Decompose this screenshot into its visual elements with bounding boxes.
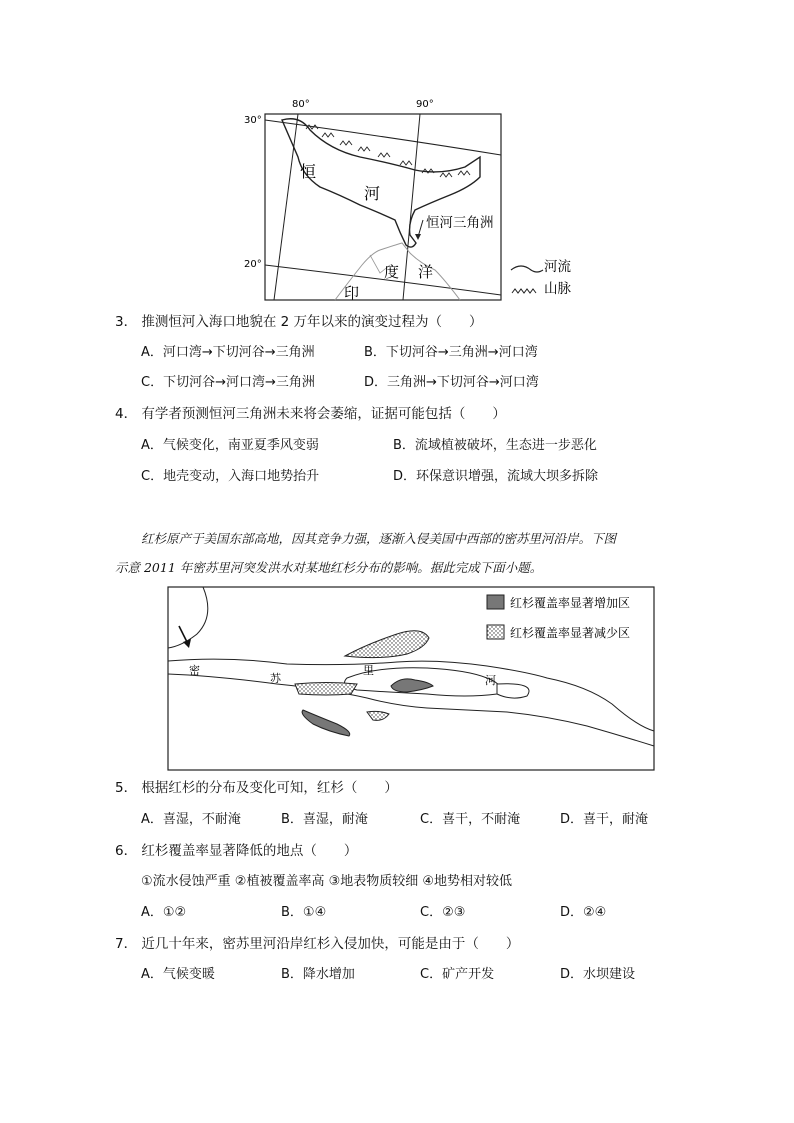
- longitude-80-line: [274, 114, 298, 300]
- island-east: [497, 684, 529, 698]
- heng-label: 恒: [300, 162, 317, 181]
- missouri-map: [167, 586, 655, 772]
- delta-arrowhead: [415, 234, 421, 240]
- river-label-su: 苏: [270, 672, 281, 685]
- mountain-legend-symbol: [512, 289, 536, 293]
- question-4-stem: 4． 有学者预测恒河三角洲未来将会萎缩，证据可能包括（ ）: [115, 406, 506, 422]
- question-7-option-b[interactable]: B．降水增加: [281, 967, 355, 982]
- du-label: 度: [384, 263, 400, 281]
- question-4-option-b[interactable]: B．流域植被破坏，生态进一步恶化: [393, 438, 597, 453]
- passage-line-1: 红杉原产于美国东部高地，因其竞争力强，逐渐入侵美国中西部的密苏里河沿岸。下图: [141, 531, 617, 546]
- legend-decrease-swatch: [487, 625, 504, 639]
- map-frame: [265, 114, 501, 300]
- legend-increase-swatch: [487, 595, 504, 609]
- question-4-option-c[interactable]: C．地壳变动，入海口地势抬升: [141, 469, 320, 484]
- legend-increase-label: 红杉覆盖率显著增加区: [510, 596, 631, 610]
- question-6-option-d[interactable]: D．②④: [560, 905, 607, 920]
- ganges-map: [240, 95, 585, 310]
- question-4-option-a[interactable]: A．气候变化，南亚夏季风变弱: [141, 438, 319, 453]
- question-5-option-d[interactable]: D．喜干，耐淹: [560, 812, 649, 827]
- question-6-stem: 6． 红杉覆盖率显著降低的地点（ ）: [115, 843, 358, 859]
- lat-20-label: 20°: [244, 259, 262, 270]
- river-legend-symbol: [511, 266, 543, 272]
- lon-90-label: 90°: [416, 99, 434, 110]
- question-7-stem: 7． 近几十年来，密苏里河沿岸红杉入侵加快，可能是由于（ ）: [115, 936, 520, 952]
- question-4-option-d[interactable]: D．环保意识增强，流域大坝多拆除: [393, 469, 599, 484]
- question-7-option-c[interactable]: C．矿产开发: [420, 967, 495, 982]
- question-6-option-c[interactable]: C．②③: [420, 905, 466, 920]
- river-label-he: 河: [485, 674, 496, 687]
- question-6-option-b[interactable]: B．①④: [281, 905, 327, 920]
- delta-label: 恒河三角洲: [426, 215, 494, 231]
- question-5-stem: 5． 根据红杉的分布及变化可知，红杉（ ）: [115, 780, 398, 796]
- question-6-statements: ①流水侵蚀严重 ②植被覆盖率高 ③地表物质较细 ④地势相对较低: [141, 874, 513, 889]
- mountain-symbols: [306, 125, 470, 177]
- question-7-option-a[interactable]: A．气候变暖: [141, 967, 215, 982]
- yang-label: 洋: [418, 263, 434, 281]
- question-5-option-b[interactable]: B．喜湿，耐淹: [281, 812, 368, 827]
- question-3-option-c[interactable]: C．下切河谷→河口湾→三角洲: [141, 375, 315, 390]
- he-label: 河: [364, 184, 381, 203]
- question-5-option-a[interactable]: A．喜湿，不耐淹: [141, 812, 241, 827]
- decrease-area-west: [295, 683, 357, 696]
- lat-30-label: 30°: [244, 115, 262, 126]
- river-legend-label: 河流: [544, 259, 571, 275]
- river-label-li: 里: [363, 664, 374, 677]
- question-7-option-d[interactable]: D．水坝建设: [560, 967, 636, 982]
- question-6-option-a[interactable]: A．①②: [141, 905, 187, 920]
- question-3-option-a[interactable]: A．河口湾→下切河谷→三角洲: [141, 345, 315, 360]
- question-3-option-b[interactable]: B．下切河谷→三角洲→河口湾: [364, 345, 538, 360]
- passage-line-2: 示意 2011 年密苏里河突发洪水对某地红杉分布的影响。据此完成下面小题。: [115, 560, 543, 575]
- question-3-stem: 3． 推测恒河入海口地貌在 2 万年以来的演变过程为（ ）: [115, 314, 483, 330]
- legend-decrease-label: 红杉覆盖率显著减少区: [510, 626, 631, 640]
- river-label-mi: 密: [189, 664, 200, 677]
- mountain-legend-label: 山脉: [544, 281, 571, 297]
- question-5-option-c[interactable]: C．喜干，不耐淹: [420, 812, 521, 827]
- lon-80-label: 80°: [292, 99, 310, 110]
- latitude-30-line: [265, 120, 501, 155]
- latitude-20-line: [265, 265, 501, 295]
- yin-label: 印: [344, 284, 360, 302]
- question-3-option-d[interactable]: D．三角洲→下切河谷→河口湾: [364, 375, 539, 390]
